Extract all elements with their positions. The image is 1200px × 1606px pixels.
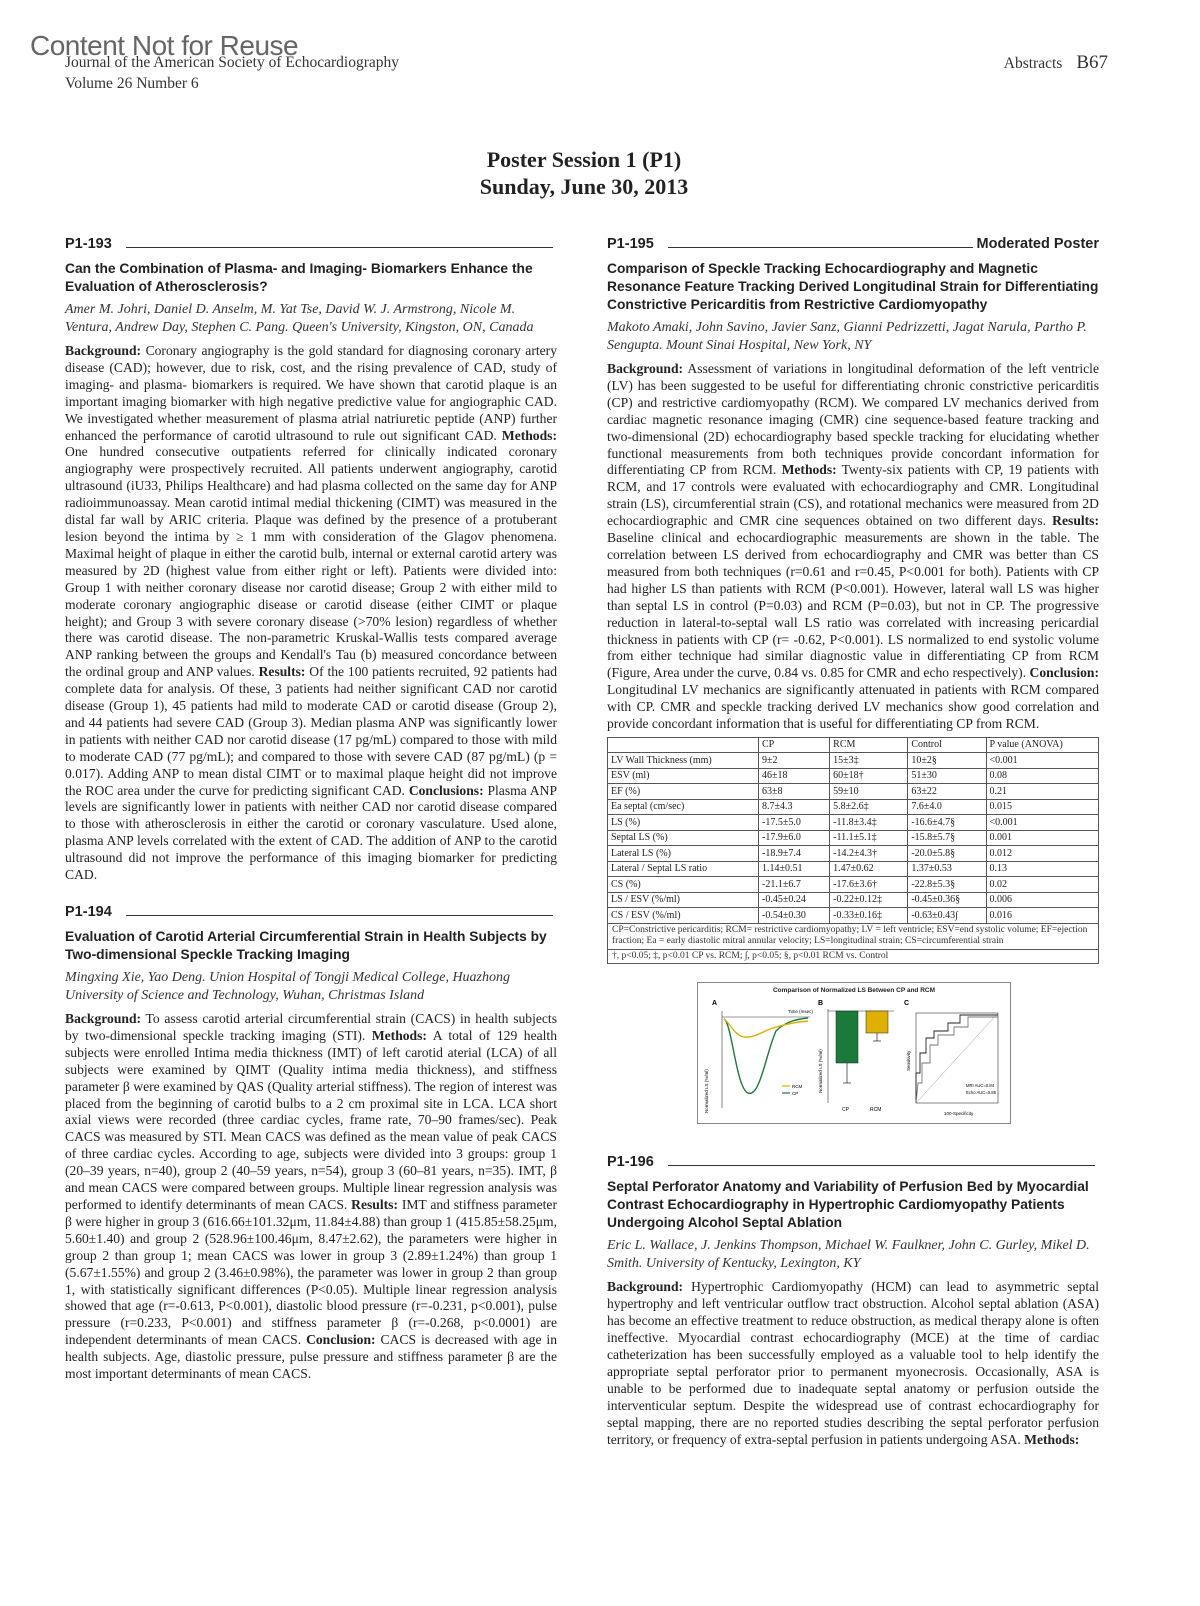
abstract-id: P1-195 <box>607 236 654 252</box>
table-row <box>608 815 1099 831</box>
roc-echo-legend: Echo AUC=0.85 <box>966 1090 996 1096</box>
table-cell: 0.13 <box>986 861 1098 877</box>
abstract-p1-193 <box>65 236 557 884</box>
heading-rule <box>126 246 553 248</box>
background-text: Assessment of variations in longitudinal deformation of the left ventricle (LV) has been suggested to be useful for differentiating chronic constrictive pericarditis (CP) and restrictive cardiomyopathy (RCM). We compared LV mechanics derived from cardiac magnetic resonance imaging (CMR) cine sequence-based feature tracking and two-dimensional (2D) echocardiography based speckle tracking for elucidating whether functional measurements from both techniques provide concordant information for differentiating CP from RCM. <box>607 361 1099 478</box>
results-label: Results: <box>1052 513 1099 529</box>
table-cell: 5.8±2.6‡ <box>830 799 908 815</box>
abstract-heading <box>65 236 557 252</box>
panel-a-ylabel: Normalized LS (%/ml) <box>704 1069 709 1114</box>
table-cell: <0.001 <box>986 815 1098 831</box>
figure-normalized-ls <box>697 982 1011 1124</box>
table-cell: 0.016 <box>986 908 1098 924</box>
abstract-id: P1-196 <box>607 1154 654 1171</box>
abstract-authors: Amer M. Johri, Daniel D. Anselm, M. Yat Tse, David W. J. Armstrong, Nicole M. Ventura, Andrew Day, Stephen C. Pang. Queen's University, Kingston, ON, Canada <box>65 302 534 335</box>
table-cell: -17.6±3.6† <box>830 877 908 893</box>
page-number: B67 <box>1076 52 1108 73</box>
abstract-title: Septal Perforator Anatomy and Variability of Perfusion Bed by Myocardial Contrast Echocardiography in Hypertrophic Cardiomyopathy Patients Undergoing Alcohol Septal Ablation <box>607 1179 1089 1231</box>
table-cell: -0.45±0.24 <box>759 892 830 908</box>
abstract-title: Comparison of Speckle Tracking Echocardiography and Magnetic Resonance Feature Tracking Derived Longitudinal Strain for Differentiating Constrictive Pericarditis from Restrictive Cardiomyopathy <box>607 261 1099 312</box>
abstract-body <box>607 1279 1099 1448</box>
abstract-body <box>607 361 1099 733</box>
right-column <box>607 236 1099 1463</box>
results-label: Results: <box>351 1196 398 1212</box>
figure-svg <box>698 983 1010 1123</box>
table-cell: 1.14±0.51 <box>759 861 830 877</box>
conclusion-text: CACS is decreased with age in health subjects. Age, diastolic pressure, pulse pressure and stiffness parameter β are the most important determinants of mean CACS. <box>65 1332 558 1382</box>
panel-c-ylabel: Sensitivity <box>906 1051 911 1072</box>
panel-b-label: B <box>818 1000 824 1008</box>
abstract-p1-194 <box>65 904 557 1383</box>
heading-rule <box>126 914 553 916</box>
table-cell: -17.9±6.0 <box>759 830 830 846</box>
table-cell: -15.8±5.7§ <box>908 830 986 846</box>
conclusion-label: Conclusion: <box>1029 665 1099 681</box>
methods-label: Methods: <box>371 1027 427 1043</box>
journal-volume: Volume 26 Number 6 <box>65 75 199 92</box>
table-cell: LS / ESV (%/ml) <box>608 892 759 908</box>
abstract-id: P1-193 <box>65 236 112 252</box>
table-cell: 59±10 <box>830 784 908 800</box>
conclusion-label: Conclusion: <box>306 1332 376 1348</box>
bar-cp <box>836 1011 858 1063</box>
table-row <box>608 892 1099 908</box>
background-label: Background: <box>607 1279 684 1295</box>
methods-label: Methods: <box>501 427 557 443</box>
table-cell: 63±22 <box>908 784 986 800</box>
results-table <box>607 737 1099 924</box>
table-cell: Lateral / Septal LS ratio <box>608 861 759 877</box>
table-cell: 1.47±0.62 <box>830 861 908 877</box>
background-text: Coronary angiography is the gold standard for diagnosing coronary artery disease (CAD); however, due to risk, cost, and the rising prevalence of CAD, study of imaging- and plasma- biomarkers is required. We have shown that carotid plaque is an important imaging biomarker with high negative predictive value for angiographic CAD. We investigated whether measurement of plasma atrial natriuretic peptide (ANP) further enhanced the performance of carotid ultrasound to rule out significant CAD. <box>65 343 557 443</box>
table-cell: CS (%) <box>608 877 759 893</box>
table-cell: -0.45±0.36§ <box>908 892 986 908</box>
table-cell: 7.6±4.0 <box>908 799 986 815</box>
methods-label: Methods: <box>1024 1431 1080 1447</box>
table-row <box>608 753 1099 769</box>
session-tag: Moderated Poster <box>976 236 1099 252</box>
methods-text: Twenty-six patients with CP, 19 patients with RCM, and 17 controls were evaluated with echocardiography and CMR. Longitudinal strain (LS), circumferential strain (CS), and rotational mechanics were measured from 2D echocardiographic and CMR cine sequences obtained on two different days. <box>607 462 1099 529</box>
background-text: Hypertrophic Cardiomyopathy (HCM) can lead to asymmetric septal hypertrophy and left ventricular outflow tract obstruction. Alcohol septal ablation (ASA) has become an effective treatment to reduce obstruction, as medical therapy alone is often ineffective. Myocardial contrast echocardiography (MCE) at the time of cardiac catheterization has been successfully employed as a valuable tool to help identify the appropriate septal perforator prior to permanent myonecrosis. Occasionally, ASA is unable to be performed due to inadequate septal anatomy or perfusion outside the interventicular septum. Despite the widespread use of contrast echocardiography for septal mapping, there are no reported studies describing the septal perforator perfusion territory, or frequency of extra-septal perfusion in patients undergoing ASA. <box>607 1279 1099 1447</box>
table-body <box>608 753 1099 924</box>
table-cell: 0.001 <box>986 830 1098 846</box>
table-cell: -22.8±5.3§ <box>908 877 986 893</box>
page-header-right <box>1004 52 1108 74</box>
roc-mri-legend: MRI AUC=0.84 <box>966 1083 995 1089</box>
table-cell: CS / ESV (%/ml) <box>608 908 759 924</box>
abstract-authors: Makoto Amaki, John Savino, Javier Sanz, Gianni Pedrizzetti, Jagat Narula, Partho P. Sengupta. Mount Sinai Hospital, New York, NY <box>607 320 1087 353</box>
table-cell: -18.9±7.4 <box>759 846 830 862</box>
table-cell: EF (%) <box>608 784 759 800</box>
table-cell: 10±2§ <box>908 753 986 769</box>
journal-title: Journal of the American Society of Echocardiography <box>65 54 399 71</box>
table-cell: 0.21 <box>986 784 1098 800</box>
table-row <box>608 784 1099 800</box>
conclusions-label: Conclusions: <box>408 782 484 798</box>
results-label: Results: <box>258 664 306 680</box>
table-row <box>608 799 1099 815</box>
panel-a-cp-curve <box>724 1018 808 1093</box>
table-row <box>608 768 1099 784</box>
table-cell: -0.22±0.12‡ <box>830 892 908 908</box>
panel-a-xlabel: Time (msec) <box>788 1009 813 1015</box>
background-label: Background: <box>65 1011 142 1026</box>
table-header-cell: P value (ANOVA) <box>986 737 1098 753</box>
table-cell: 0.012 <box>986 846 1098 862</box>
table-cell: LV Wall Thickness (mm) <box>608 753 759 769</box>
table-row <box>608 877 1099 893</box>
table-cell: -0.33±0.16‡ <box>830 908 908 924</box>
abstract-heading <box>607 236 1099 252</box>
table-header-cell: RCM <box>830 737 908 753</box>
bar-rcm <box>866 1011 888 1033</box>
panel-b-ylabel: Normalized LS (%/ml) <box>818 1049 823 1094</box>
table-cell: 15±3‡ <box>830 753 908 769</box>
abstract-p1-196 <box>607 1154 1099 1448</box>
running-header <box>65 52 399 94</box>
panel-a-rcm-curve <box>724 1019 808 1037</box>
table-cell: 0.08 <box>986 768 1098 784</box>
abstract-authors: Eric L. Wallace, J. Jenkins Thompson, Michael W. Faulkner, John C. Gurley, Mikel D. Smith. University of Kentucky, Lexington, KY <box>607 1238 1090 1272</box>
table-cell: ESV (ml) <box>608 768 759 784</box>
table-significance-note: †, p<0.05; ‡, p<0.01 CP vs. RCM; ∫, p<0.05; §, p<0.01 RCM vs. Control <box>607 950 1099 965</box>
table-cell: Septal LS (%) <box>608 830 759 846</box>
table-cell: -11.1±5.1‡ <box>830 830 908 846</box>
table-cell: 0.02 <box>986 877 1098 893</box>
watermark: Content Not for Reuse <box>30 30 299 61</box>
table-cell: -21.1±6.7 <box>759 877 830 893</box>
table-cell: Lateral LS (%) <box>608 846 759 862</box>
table-row <box>608 908 1099 924</box>
table-cell: -0.54±0.30 <box>759 908 830 924</box>
session-title <box>0 146 1168 200</box>
table-cell: 46±18 <box>759 768 830 784</box>
table-cell: 9±2 <box>759 753 830 769</box>
left-column <box>65 236 557 1397</box>
abstract-p1-195 <box>607 236 1099 1124</box>
bar-cp-label: CP <box>842 1107 849 1114</box>
conclusions-text: Plasma ANP levels are significantly lower in patients with neither CAD nor carotid disease compared to those with atherosclerosis in either the carotid or coronary vasculature. Used alone, plasma ANP levels correlated with the extent of CAD. The addition of ANP to the carotid ultrasound did not improve the performance of this imaging biomarker for predicting CAD. <box>65 782 558 883</box>
background-label: Background: <box>65 343 142 358</box>
session-date: Sunday, June 30, 2013 <box>479 174 689 199</box>
legend-cp-label: CP <box>792 1091 799 1097</box>
heading-rule <box>668 1164 1095 1166</box>
results-text: IMT and stiffness parameter β were higher in group 3 (616.66±101.32μm, 11.84±4.88) than group 1 (415.85±58.25μm, 5.60±1.40) and group 2 (528.96±100.46μm, 8.47±2.62), the parameters were higher in group 2 than group 1; mean CACS was lower in group 3 (2.89±1.24%) than group 1 (5.67±1.55%) and group 2 (3.46±0.98%), the parameter was lower in group 2 than group 1, with statistically significant differences (P<0.05). Multiple linear regression analysis showed that age (r=-0.613, P<0.001), diastolic blood pressure (r=-0.231, p<0.001), pulse pressure (r=0.233, P<0.001) and stiffness parameter β (r=-0.268, p<0.0001) are independent determinants of mean CACS. <box>65 1196 557 1348</box>
bar-rcm-label: RCM <box>870 1107 882 1114</box>
table-cell: 0.006 <box>986 892 1098 908</box>
table-header-cell: Control <box>908 737 986 753</box>
background-label: Background: <box>607 361 684 376</box>
table-cell: 8.7±4.3 <box>759 799 830 815</box>
methods-text: One hundred consecutive outpatients referred for clinically indicated coronary angiography were prospectively recruited. All patients underwent angiography, carotid ultrasound (iU33, Philips Healthcare) and had plasma collected on the same day for ANP radioimmunoassay. Mean carotid intimal medial thickening (CIMT) was measured in the distal far wall by ARIC criteria. Plaque was defined by the presence of a protuberant lesion beyond the intima by ≥ 1 mm with consideration of the Glagov phenomena. Maximal height of plaque in either the carotid bulb, internal or external carotid artery was measured by 2D (highest value from either right or left). Patients were divided into: Group 1 with neither coronary disease nor carotid disease; Group 2 with either mild to moderate coronary angiographic disease or carotid disease (either CIMT or plaque height); and Group 3 with severe coronary disease (>70% lesion) regardless of whether there was carotid disease. The non-parametric Kruskal-Wallis tests compared average ANP ranking between the groups and Kendall's Tau (b) measured concordance between the ordinal group and ANP values. <box>65 444 557 680</box>
panel-c-xlabel: 100-Specificity <box>944 1111 974 1117</box>
abstract-heading <box>65 904 557 920</box>
background-text: To assess carotid arterial circumferential strain (CACS) in health subjects by two-dimensional speckle tracking imaging (STI). <box>65 1011 557 1043</box>
table-cell: 0.015 <box>986 799 1098 815</box>
heading-rule <box>668 246 973 248</box>
table-cell: -14.2±4.3† <box>830 846 908 862</box>
figure-title: Comparison of Normalized LS Between CP and RCM <box>772 987 936 995</box>
section-name: Abstracts <box>1003 55 1063 72</box>
table-footnote: CP=Constrictive pericarditis; RCM= restrictive cardiomyopathy; LV = left ventricle; ESV=end systolic volume; EF=ejection fraction; Ea = early diastolic mitral annular velocity; LS=longitudinal strain; CS=circumferential strain <box>607 924 1099 950</box>
abstract-authors: Mingxing Xie, Yao Deng. Union Hospital of Tongji Medical College, Huazhong University of Science and Technology, Wuhan, Christmas Island <box>65 970 511 1003</box>
legend-rcm-label: RCM <box>792 1084 803 1090</box>
table-cell: -17.5±5.0 <box>759 815 830 831</box>
abstract-body <box>65 1011 557 1383</box>
table-cell: 60±18† <box>830 768 908 784</box>
table-header-row <box>608 737 1099 753</box>
abstract-heading <box>607 1154 1099 1170</box>
table-header-cell <box>608 737 759 753</box>
methods-text: A total of 129 health subjects were enrolled Intima media thickness (IMT) of left carotid aterial (LCA) of all subjects were examined by QIMT (Quality intima media thickness), and stiffness parameter β were examined by QAS (Quality arterial stiffness). The region of interest was placed from the beginning of carotid bulbs to a 2 cm proximal site in LCA. LCA short axial views were recorded (three cardiac cycles, frame rate, 70–90 frames/sec). Peak CACS was measured by STI. Mean CACS was defined as the mean value of peak CACS of three cardiac cycles. According to age, subjects were divided into 3 groups: group 1 (20–39 years, n=40), group 2 (40–59 years, n=54), group 3 (60–81 years, n=35). IMT, β and mean CACS were compared between groups. Multiple linear regression analysis was performed to identify determinants of mean CACS. <box>65 1027 557 1212</box>
panel-a-label: A <box>712 1000 718 1008</box>
table-row <box>608 861 1099 877</box>
abstract-body <box>65 343 557 884</box>
table-cell: 63±8 <box>759 784 830 800</box>
table-row <box>608 830 1099 846</box>
table-cell: LS (%) <box>608 815 759 831</box>
table-header-cell: CP <box>759 737 830 753</box>
table-cell: -0.63±0.43∫ <box>908 908 986 924</box>
table-cell: <0.001 <box>986 753 1098 769</box>
results-text: Baseline clinical and echocardiographic measurements are shown in the table. The correlation between LS derived from echocardiography and CMR was better than CS measured from both techniques (r=0.61 and r=0.45, P<0.001 for both). Patients with CP had higher LS than patients with RCM (P<0.001). However, lateral wall LS was higher than septal LS in control (P=0.03) and RCM (P=0.03), but not in CP. The progressive reduction in lateral-to-septal wall LS ratio was correlated with increasing pericardial thickness in patients with CP (r= -0.62, P<0.001). LS normalized to end systolic volume from either technique had similar diagnostic value in differentiating CP from RCM (Figure, Area under the curve, 0.84 vs. 0.85 for CMR and echo respectively). <box>607 530 1099 681</box>
panel-c-label: C <box>904 1000 910 1008</box>
table-cell: 51±30 <box>908 768 986 784</box>
conclusion-text: Longitudinal LV mechanics are significantly attenuated in patients with RCM compared with CP. CMR and speckle tracking derived LV mechanics show good correlation and provide concordant information that is useful for differentiating CP from RCM. <box>607 682 1099 732</box>
table-cell: 1.37±0.53 <box>908 861 986 877</box>
table-cell: Ea septal (cm/sec) <box>608 799 759 815</box>
session-name: Poster Session 1 (P1) <box>486 147 682 172</box>
results-text: Of the 100 patients recruited, 92 patients had complete data for analysis. Of these, 3 patients had neither significant CAD nor carotid disease (Group 1), 45 patients had mild to moderate CAD or carotid disease (Group 2), and 44 patients had severe CAD (Group 3). Median plasma ANP was significantly lower in patients with neither CAD nor carotid disease (17 pg/mL) compared to those with mild to moderate CAD (77 pg/mL); and compared to those with severe CAD (87 pg/mL) (p = 0.017). Adding ANP to mean distal CIMT or to maximal plaque height did not improve the ROC area under the curve for predicting significant CAD. <box>65 664 557 798</box>
table-cell: -11.8±3.4‡ <box>830 815 908 831</box>
methods-label: Methods: <box>781 462 837 478</box>
table-cell: -20.0±5.8§ <box>908 846 986 862</box>
table-row <box>608 846 1099 862</box>
abstract-title: Can the Combination of Plasma- and Imaging- Biomarkers Enhance the Evaluation of Atherosclerosis? <box>65 261 533 294</box>
abstract-title: Evaluation of Carotid Arterial Circumferential Strain in Health Subjects by Two-dimensional Speckle Tracking Imaging <box>65 929 547 962</box>
abstract-id: P1-194 <box>65 904 112 920</box>
table-cell: -16.6±4.7§ <box>908 815 986 831</box>
